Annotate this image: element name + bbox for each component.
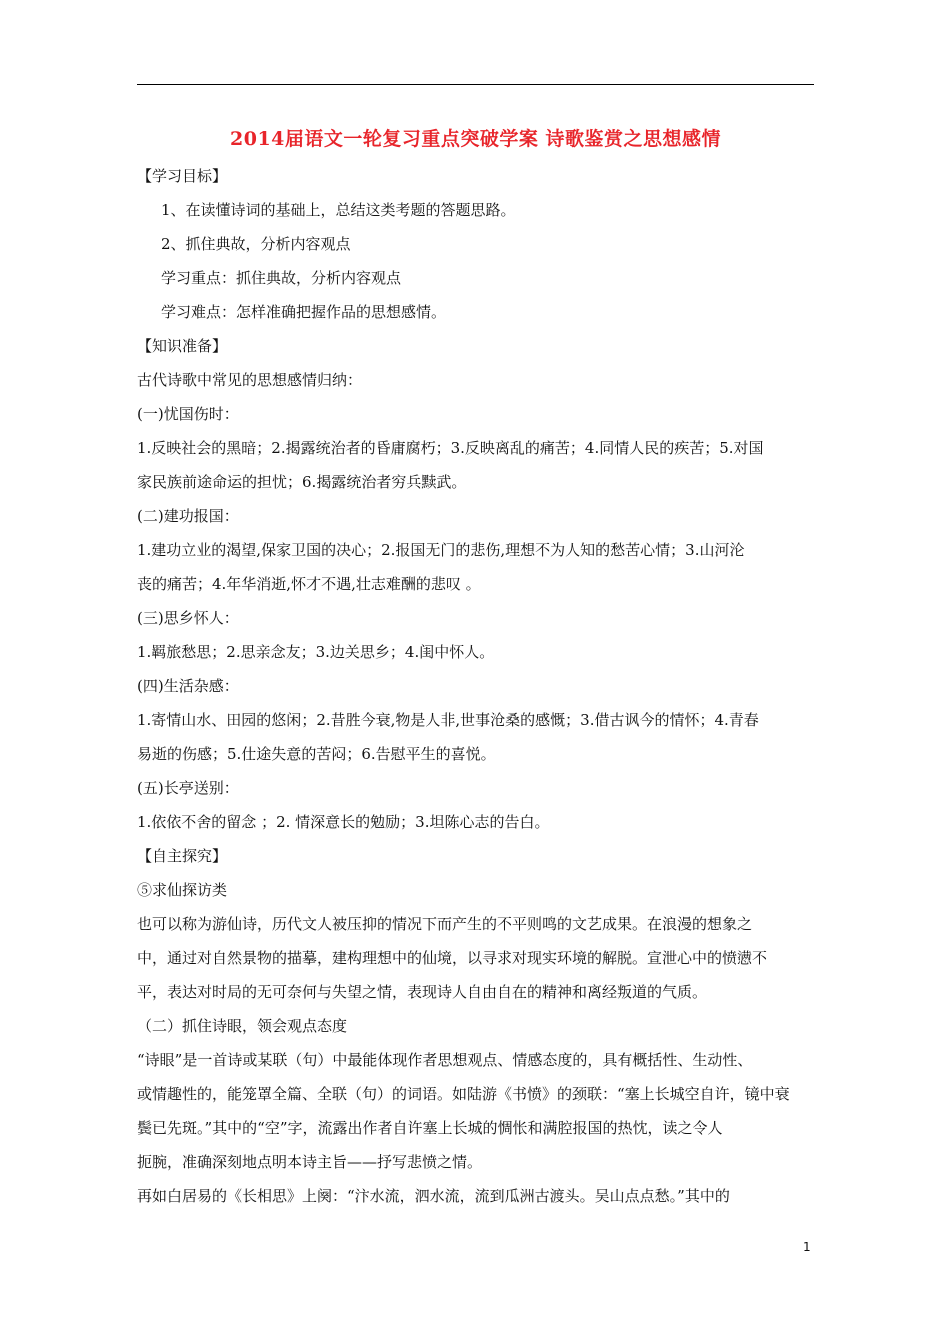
text-line: （二）抓住诗眼，领会观点态度 — [137, 1017, 348, 1035]
text-line: 扼腕，准确深刻地点明本诗主旨——抒写悲愤之情。 — [137, 1153, 483, 1171]
text-line: ⑤求仙探访类 — [137, 881, 228, 899]
text-line: 学习难点：怎样准确把握作品的思想感情。 — [161, 303, 447, 321]
document-title: 2014届语文一轮复习重点突破学案 诗歌鉴赏之思想感情 — [230, 128, 721, 150]
text-line: 【知识准备】 — [137, 337, 228, 355]
text-line: 家民族前途命运的担忧；6.揭露统治者穷兵黩武。 — [137, 473, 467, 491]
text-line: 1.依依不舍的留念 ；2. 情深意长的勉励；3.坦陈心志的告白。 — [137, 813, 550, 831]
text-line: “诗眼”是一首诗或某联（句）中最能体现作者思想观点、情感态度的，具有概括性、生动性、 — [137, 1051, 753, 1069]
text-line: 再如白居易的《长相思》上阕：“汴水流，泗水流，流到瓜洲古渡头。吴山点点愁。”其中的 — [137, 1187, 730, 1205]
text-line: 或情趣性的，能笼罩全篇、全联（句）的词语。如陆游《书愤》的颈联：“塞上长城空自许，镜中衰 — [137, 1085, 790, 1103]
page-number: 1 — [803, 1240, 811, 1254]
text-line: 易逝的伤感；5.仕途失意的苦闷；6.告慰平生的喜悦。 — [137, 745, 496, 763]
text-line: 中，通过对自然景物的描摹，建构理想中的仙境，以寻求对现实环境的解脱。宣泄心中的愤懑不 — [137, 949, 768, 967]
document-body — [137, 159, 814, 1213]
text-line: (四)生活杂感： — [137, 677, 239, 695]
text-line: 古代诗歌中常见的思想感情归纳： — [137, 371, 363, 389]
text-line: 【学习目标】 — [137, 167, 228, 185]
text-line: (一)忧国伤时： — [137, 405, 239, 423]
text-line: 1.建功立业的渴望,保家卫国的决心；2.报国无门的悲伤,理想不为人知的愁苦心情；3.山河沦 — [137, 541, 745, 559]
text-line: 1.羁旅愁思；2.思亲念友；3.边关思乡；4.闺中怀人。 — [137, 643, 495, 661]
text-line: (二)建功报国： — [137, 507, 239, 525]
text-line: 1、在读懂诗词的基础上，总结这类考题的答题思路。 — [161, 201, 516, 219]
header-rule — [137, 84, 814, 85]
text-line: (三)思乡怀人： — [137, 609, 239, 627]
text-line: (五)长亭送别： — [137, 779, 239, 797]
text-line: 1.反映社会的黑暗；2.揭露统治者的昏庸腐朽；3.反映离乱的痛苦；4.同情人民的疾苦；5.对国 — [137, 439, 764, 457]
text-line: 1.寄情山水、田园的悠闲；2.昔胜今衰,物是人非,世事沧桑的感慨；3.借古讽今的情怀；4.青春 — [137, 711, 759, 729]
text-line: 平，表达对时局的无可奈何与失望之情，表现诗人自由自在的精神和离经叛道的气质。 — [137, 983, 708, 1001]
text-line: 丧的痛苦；4.年华消逝,怀才不遇,壮志难酬的悲叹 。 — [137, 575, 481, 593]
text-line: 2、抓住典故，分析内容观点 — [161, 235, 351, 253]
text-line: 鬓已先斑。”其中的“空”字，流露出作者自许塞上长城的惆怅和满腔报国的热忱，读之令人 — [137, 1119, 723, 1137]
text-line: 也可以称为游仙诗，历代文人被压抑的情况下而产生的不平则鸣的文艺成果。在浪漫的想象之 — [137, 915, 753, 933]
text-line: 【自主探究】 — [137, 847, 228, 865]
text-line: 学习重点：抓住典故，分析内容观点 — [161, 269, 402, 287]
